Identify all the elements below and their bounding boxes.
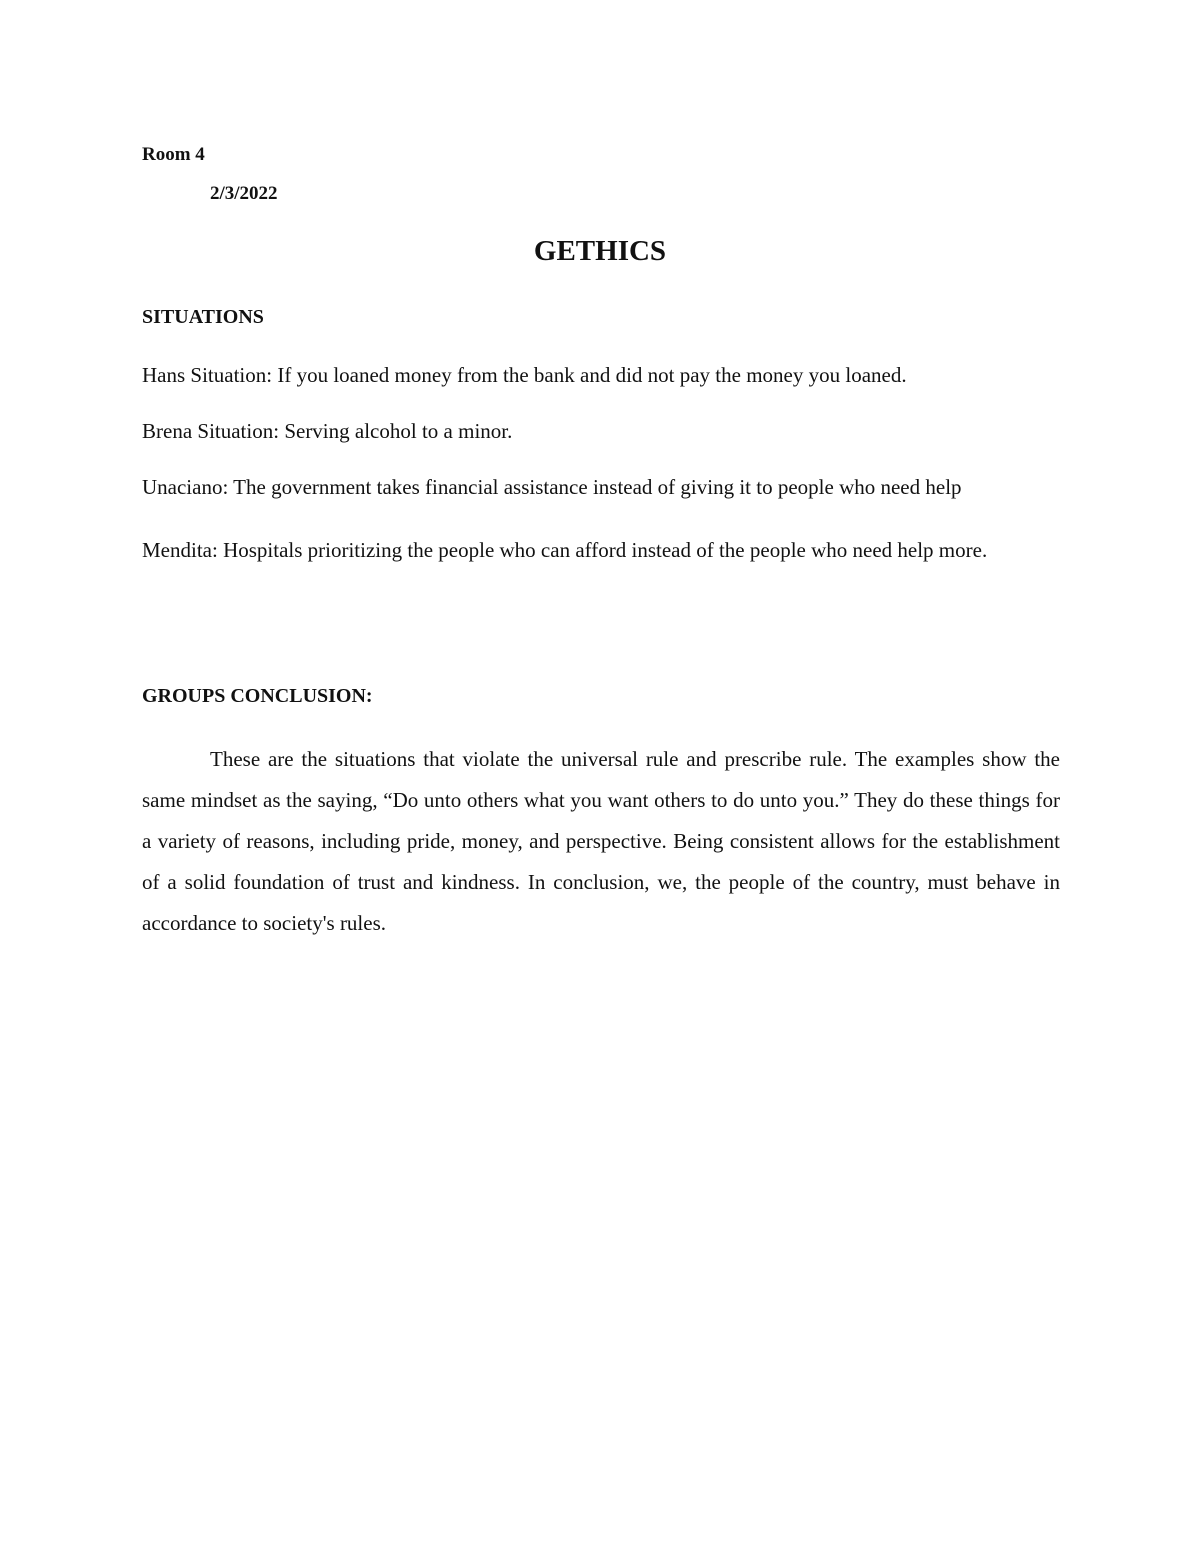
date-label: 2/3/2022 [210, 183, 278, 204]
room-label: Room 4 [142, 144, 205, 165]
situation-item: Brena Situation: Serving alcohol to a minor. [142, 419, 513, 443]
document-title: GETHICS [533, 235, 667, 267]
situation-item: Mendita: Hospitals prioritizing the people who can afford instead of the people who need help more. [142, 538, 988, 562]
situation-item: Hans Situation: If you loaned money from the bank and did not pay the money you loaned. [142, 363, 907, 387]
conclusion-heading: GROUPS CONCLUSION: [142, 685, 373, 707]
situation-item: Unaciano: The government takes financial assistance instead of giving it to people who need help [142, 475, 962, 499]
situations-heading: SITUATIONS [142, 306, 264, 328]
conclusion-paragraph: These are the situations that violate the universal rule and prescribe rule. The examples show the same mindset as the saying, “Do unto others what you want others to do unto you.” They do these things for a variety of reasons, including pride, money, and perspective. Being consistent allows for the establishment of a solid foundation of trust and kindness. In conclusion, we, the people of the country, must behave in accordance to society's rules. [142, 747, 1060, 935]
